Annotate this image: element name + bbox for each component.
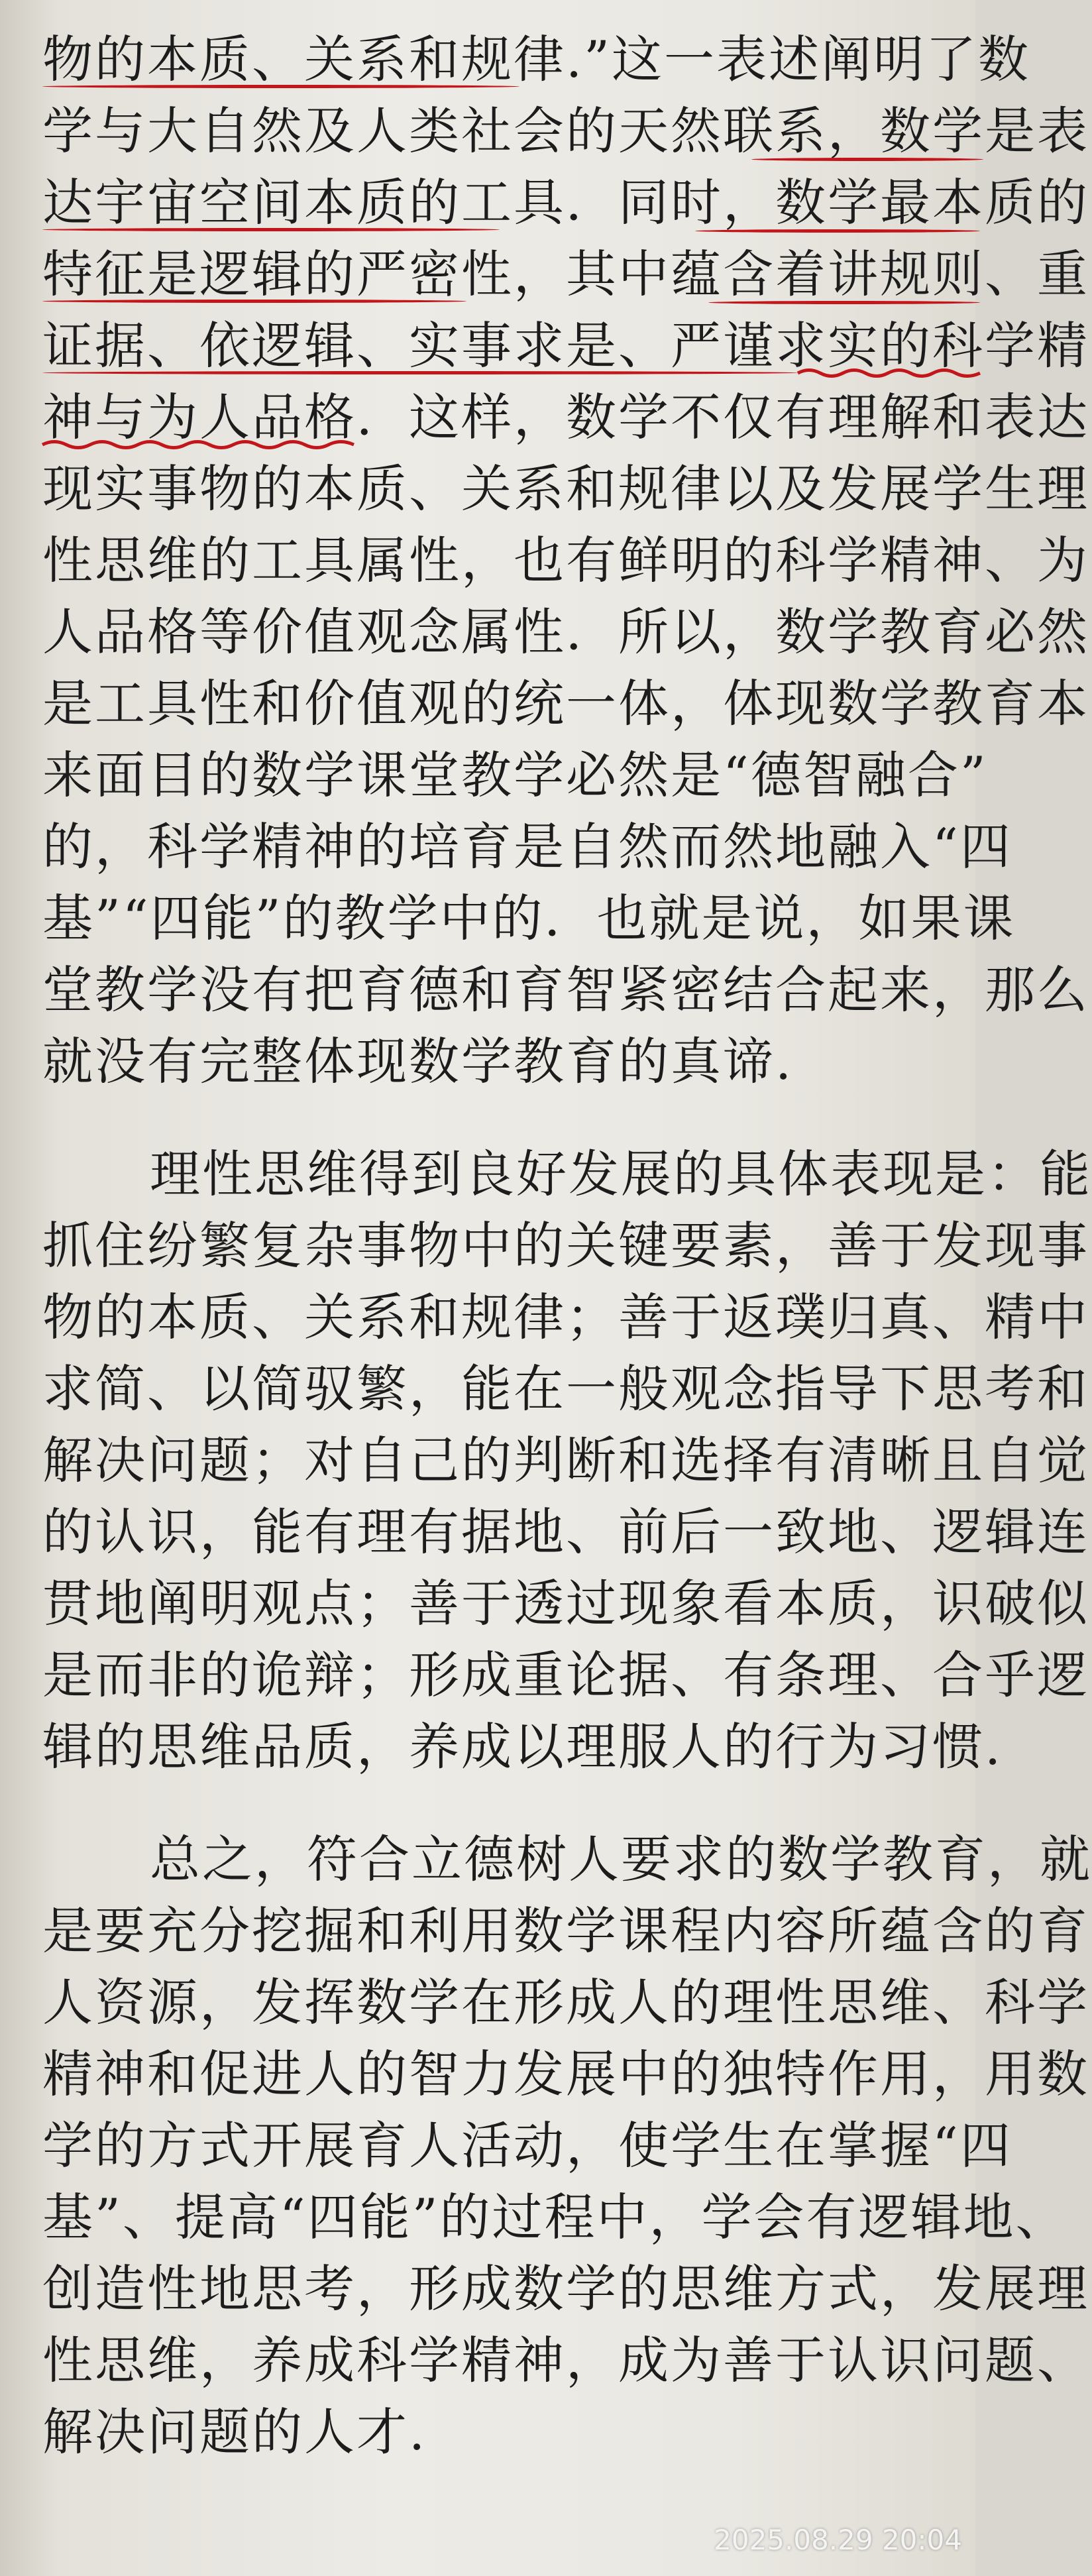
line-text: 贯地阐明观点；善于透过现象看本质，识破似: [42, 1574, 1089, 1633]
text-line: [42, 525, 1089, 596]
text-line: [42, 1425, 1089, 1496]
text-line: [42, 1282, 1089, 1353]
red-underline-mark: [708, 301, 980, 304]
paragraph-gap: [42, 1097, 937, 1139]
red-wavy-underline: [42, 439, 354, 451]
line-text: 学的方式开展育人活动，使学生在掌握“四: [42, 2116, 1012, 2175]
line-text: 证据、依逻辑、实事求是、严谨求实的科学精: [42, 316, 1089, 375]
line-text: 是工具性和价值观的统一体，体现数学教育本: [42, 674, 1089, 733]
line-text: 解决问题；对自己的判断和选择有清晰且自觉: [42, 1431, 1089, 1490]
line-text: 的，科学精神的培育是自然而然地融入“四: [42, 817, 1012, 876]
text-line: [42, 1824, 1092, 1895]
paragraph-gap: [42, 1783, 937, 1824]
text-line: [42, 167, 1089, 239]
text-line: [42, 1139, 1092, 1210]
line-text: 理性思维得到良好发展的具体表现是：能: [150, 1145, 1092, 1204]
text-line: [42, 1496, 1089, 1568]
line-text: 基”“四能”的教学中的．也就是说，如果课: [42, 889, 1016, 948]
text-line: [42, 1210, 1089, 1282]
text-line: [42, 2110, 1012, 2182]
line-text: 抓住纷繁复杂事物中的关键要素，善于发现事: [42, 1216, 1089, 1275]
line-text: 达宇宙空间本质的工具．同时，数学最本质的: [42, 173, 1089, 232]
line-text: 性思维的工具属性，也有鲜明的科学精神、为: [42, 531, 1089, 590]
text-line: [42, 954, 1089, 1026]
line-text: 人资源，发挥数学在形成人的理性思维、科学: [42, 1973, 1089, 2032]
text-line: [42, 2039, 1089, 2110]
line-text: 是而非的诡辩；形成重论据、有条理、合乎逻: [42, 1646, 1089, 1705]
paragraph-2: [42, 1139, 1092, 1783]
red-underline-mark: [42, 85, 519, 88]
text-line: [42, 239, 1089, 310]
paragraph-1: [42, 24, 1089, 1097]
text-line: [42, 811, 1012, 883]
text-line: [42, 2182, 1068, 2253]
red-underline-mark: [42, 371, 798, 374]
text-line: [42, 1895, 1089, 1967]
red-underline-mark: [42, 300, 466, 303]
line-text: 就没有完整体现数学教育的真谛.: [42, 1032, 794, 1091]
paragraph-3: [42, 1824, 1092, 2468]
text-line: [42, 24, 1031, 95]
line-text: 学与大自然及人类社会的天然联系，数学是表: [42, 101, 1089, 160]
text-line: [42, 2396, 937, 2468]
red-underline-mark: [751, 158, 983, 161]
photo-timestamp: 2025.08.29 20:04: [714, 2524, 962, 2556]
text-line: [42, 1026, 937, 1097]
text-line: [42, 95, 1089, 167]
red-underline-mark: [42, 228, 500, 231]
text-line: [42, 668, 1089, 740]
text-line: [42, 1711, 1003, 1783]
line-text: 堂教学没有把育德和育智紧密结合起来，那么: [42, 960, 1089, 1019]
red-wavy-underline: [798, 367, 980, 379]
line-text: 精神和促进人的智力发展中的独特作用，用数: [42, 2044, 1089, 2103]
line-text: 性思维，养成科学精神，成为善于认识问题、: [42, 2331, 1089, 2390]
text-line: [42, 2325, 1089, 2396]
line-text: 物的本质、关系和规律；善于返璞归真、精中: [42, 1288, 1089, 1347]
line-text: 解决问题的人才.: [42, 2402, 427, 2461]
text-line: [42, 1568, 1089, 1640]
line-text: 总之，符合立德树人要求的数学教育，就: [150, 1830, 1092, 1889]
line-text: 现实事物的本质、关系和规律以及发展学生理: [42, 459, 1089, 518]
line-text: 人品格等价值观念属性．所以，数学教育必然: [42, 602, 1089, 661]
text-line: [42, 883, 1016, 954]
text-line: [42, 596, 1089, 668]
text-line: [42, 740, 988, 811]
text-line: [42, 382, 1089, 453]
line-text: 来面目的数学课堂教学必然是“德智融合”: [42, 746, 988, 805]
line-text: 物的本质、关系和规律.”这一表述阐明了数: [42, 30, 1031, 89]
line-text: 创造性地思考，形成数学的思维方式，发展理: [42, 2259, 1089, 2318]
red-underline-mark: [695, 229, 980, 233]
text-column: [42, 24, 1092, 2468]
line-text: 神与为人品格．这样，数学不仅有理解和表达: [42, 388, 1089, 447]
line-text: 求简、以简驭繁，能在一般观念指导下思考和: [42, 1359, 1089, 1418]
line-text: 辑的思维品质，养成以理服人的行为习惯.: [42, 1717, 1003, 1776]
text-line: [42, 1640, 1089, 1711]
line-text: 基”、提高“四能”的过程中，学会有逻辑地、: [42, 2188, 1068, 2247]
text-line: [42, 1967, 1089, 2039]
text-line: [42, 1353, 1089, 1425]
text-line: [42, 310, 1089, 382]
line-text: 特征是逻辑的严密性，其中蕴含着讲规则、重: [42, 245, 1089, 304]
line-text: 是要充分挖掘和利用数学课程内容所蕴含的育: [42, 1901, 1089, 1960]
text-line: [42, 2253, 1089, 2325]
line-text: 的认识，能有理有据地、前后一致地、逻辑连: [42, 1502, 1089, 1561]
text-line: [42, 453, 1089, 525]
